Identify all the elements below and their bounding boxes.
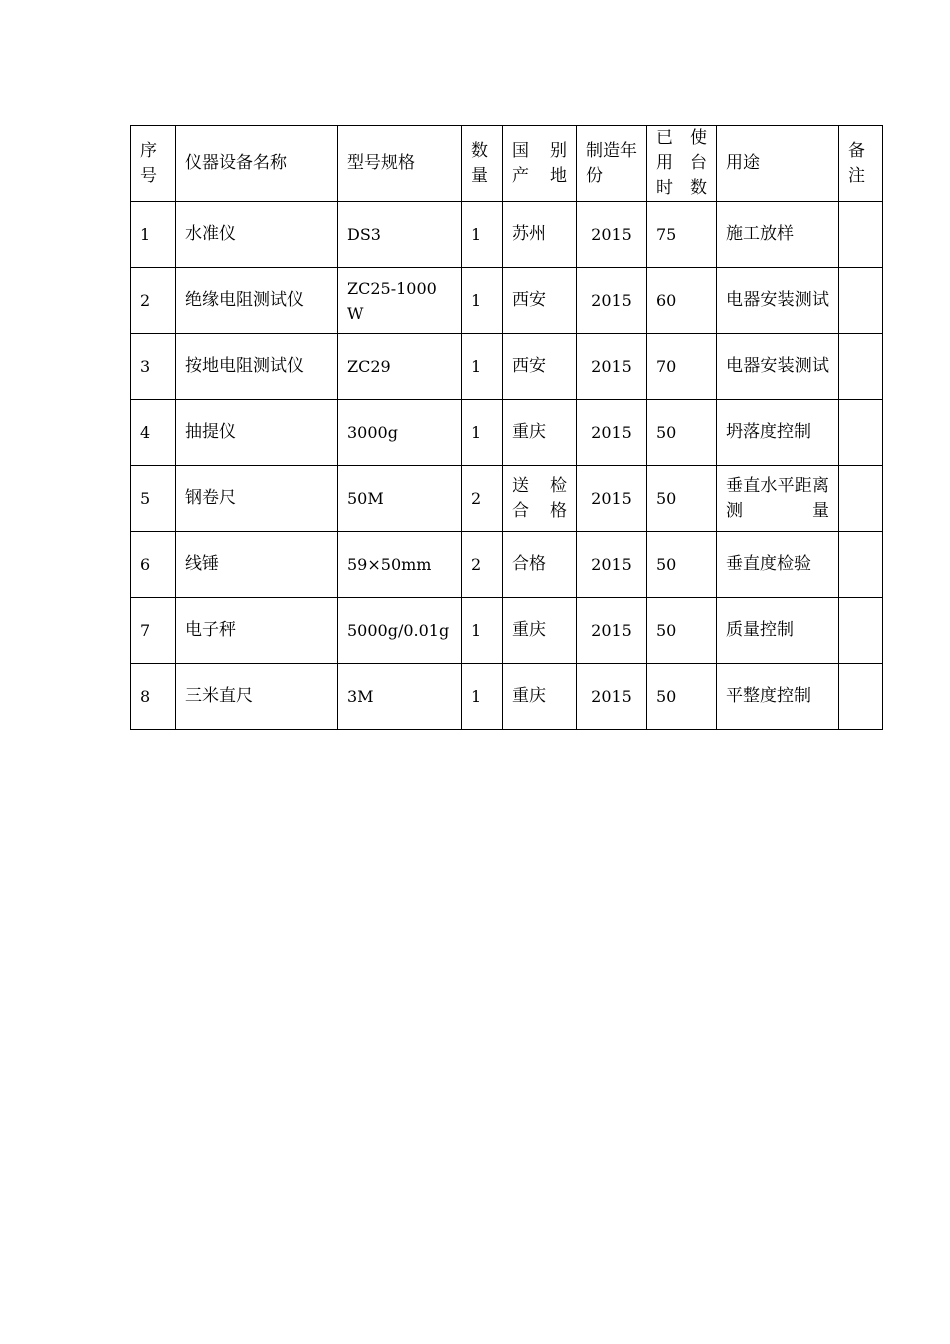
cell-remark xyxy=(839,268,883,334)
header-model: 型号规格 xyxy=(338,126,462,202)
cell-hours: 50 xyxy=(647,598,717,664)
table-row xyxy=(131,532,883,598)
cell-seq: 4 xyxy=(131,400,176,466)
cell-remark xyxy=(839,532,883,598)
cell-usage: 电器安装测试 xyxy=(717,268,839,334)
cell-usage: 质量控制 xyxy=(717,598,839,664)
cell-name: 绝缘电阻测试仪 xyxy=(176,268,338,334)
cell-model: 59×50mm xyxy=(338,532,462,598)
cell-hours: 50 xyxy=(647,664,717,730)
cell-hours: 75 xyxy=(647,202,717,268)
cell-year: 2015 xyxy=(577,268,647,334)
cell-origin: 重庆 xyxy=(503,664,577,730)
cell-model: 3000g xyxy=(338,400,462,466)
cell-hours: 50 xyxy=(647,400,717,466)
cell-year: 2015 xyxy=(577,532,647,598)
cell-name: 抽提仪 xyxy=(176,400,338,466)
cell-year: 2015 xyxy=(577,400,647,466)
header-name: 仪器设备名称 xyxy=(176,126,338,202)
table-row xyxy=(131,598,883,664)
cell-model: 3M xyxy=(338,664,462,730)
cell-qty: 1 xyxy=(462,202,503,268)
equipment-table xyxy=(130,125,883,730)
cell-qty: 1 xyxy=(462,268,503,334)
header-usage: 用途 xyxy=(717,126,839,202)
cell-name: 钢卷尺 xyxy=(176,466,338,532)
table-row xyxy=(131,664,883,730)
cell-year: 2015 xyxy=(577,664,647,730)
cell-name: 按地电阻测试仪 xyxy=(176,334,338,400)
cell-model: ZC29 xyxy=(338,334,462,400)
cell-model: DS3 xyxy=(338,202,462,268)
cell-model: 5000g/0.01g xyxy=(338,598,462,664)
cell-hours: 50 xyxy=(647,466,717,532)
cell-remark xyxy=(839,598,883,664)
cell-remark xyxy=(839,400,883,466)
cell-origin: 西安 xyxy=(503,268,577,334)
cell-name: 水准仪 xyxy=(176,202,338,268)
cell-remark xyxy=(839,466,883,532)
cell-year: 2015 xyxy=(577,466,647,532)
cell-seq: 2 xyxy=(131,268,176,334)
header-seq: 序号 xyxy=(131,126,176,202)
cell-seq: 7 xyxy=(131,598,176,664)
cell-qty: 1 xyxy=(462,400,503,466)
cell-usage: 电器安装测试 xyxy=(717,334,839,400)
header-origin: 国 别 产地 xyxy=(503,126,577,202)
table-row xyxy=(131,202,883,268)
table-header-row xyxy=(131,126,883,202)
header-remark: 备注 xyxy=(839,126,883,202)
cell-year: 2015 xyxy=(577,202,647,268)
cell-year: 2015 xyxy=(577,598,647,664)
cell-seq: 6 xyxy=(131,532,176,598)
cell-usage: 垂直度检验 xyxy=(717,532,839,598)
cell-qty: 2 xyxy=(462,466,503,532)
cell-origin: 送 检 合格 xyxy=(503,466,577,532)
cell-name: 电子秤 xyxy=(176,598,338,664)
cell-seq: 3 xyxy=(131,334,176,400)
cell-seq: 1 xyxy=(131,202,176,268)
cell-origin: 重庆 xyxy=(503,598,577,664)
header-year: 制造年份 xyxy=(577,126,647,202)
cell-hours: 60 xyxy=(647,268,717,334)
cell-hours: 50 xyxy=(647,532,717,598)
cell-name: 三米直尺 xyxy=(176,664,338,730)
cell-model: ZC25-1000W xyxy=(338,268,462,334)
cell-origin: 重庆 xyxy=(503,400,577,466)
table-row xyxy=(131,268,883,334)
cell-origin: 西安 xyxy=(503,334,577,400)
cell-model: 50M xyxy=(338,466,462,532)
cell-remark xyxy=(839,664,883,730)
table-row xyxy=(131,466,883,532)
cell-qty: 1 xyxy=(462,598,503,664)
cell-hours: 70 xyxy=(647,334,717,400)
cell-name: 线锤 xyxy=(176,532,338,598)
cell-qty: 2 xyxy=(462,532,503,598)
cell-usage: 施工放样 xyxy=(717,202,839,268)
cell-origin: 合格 xyxy=(503,532,577,598)
cell-qty: 1 xyxy=(462,334,503,400)
table-row xyxy=(131,400,883,466)
cell-remark xyxy=(839,202,883,268)
cell-usage: 平整度控制 xyxy=(717,664,839,730)
cell-seq: 8 xyxy=(131,664,176,730)
cell-qty: 1 xyxy=(462,664,503,730)
header-qty: 数量 xyxy=(462,126,503,202)
cell-remark xyxy=(839,334,883,400)
header-hours: 已 使 用 台 时数 xyxy=(647,126,717,202)
cell-year: 2015 xyxy=(577,334,647,400)
cell-seq: 5 xyxy=(131,466,176,532)
cell-usage: 垂直水平距离测量 xyxy=(717,466,839,532)
cell-origin: 苏州 xyxy=(503,202,577,268)
table-row xyxy=(131,334,883,400)
cell-usage: 坍落度控制 xyxy=(717,400,839,466)
